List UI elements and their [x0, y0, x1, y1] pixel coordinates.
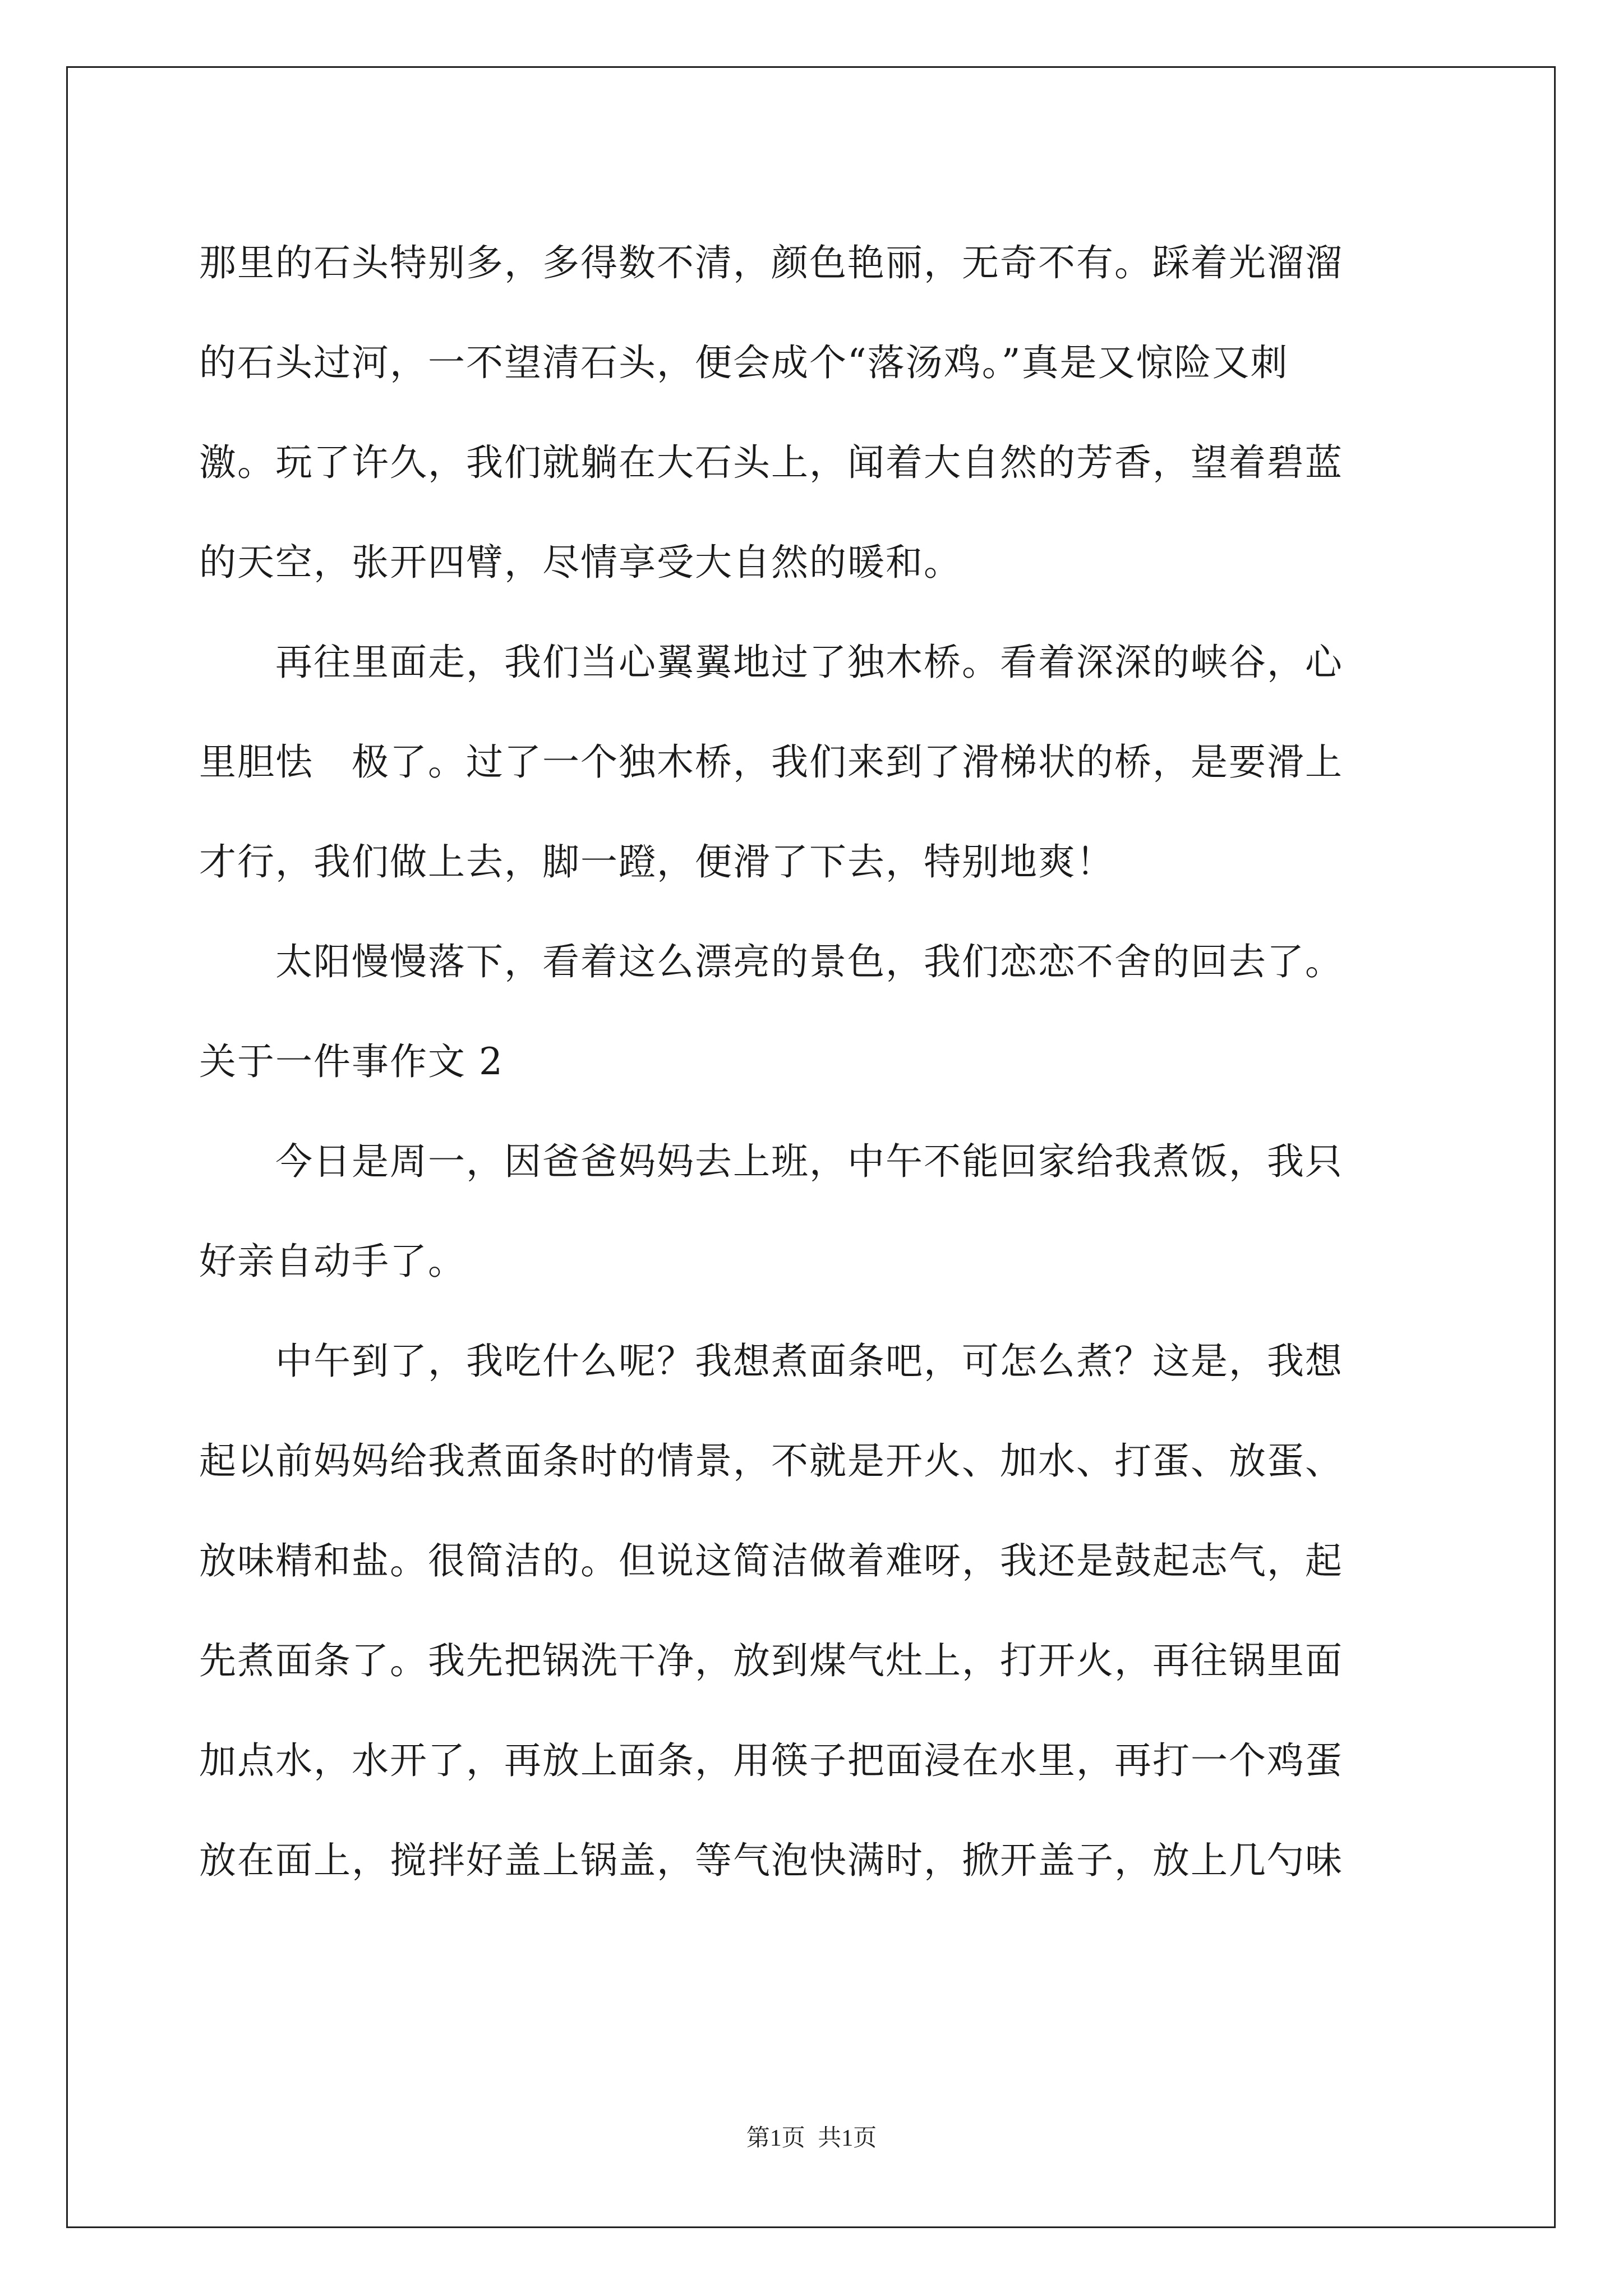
text-line: 放在面上，搅拌好盖上锅盖，等气泡快满时，掀开盖子，放上几勺味 — [199, 1839, 1343, 1882]
page-total: 共1页 — [818, 2125, 877, 2151]
text-line: 那里的石头特别多，多得数不清，颜色艳丽，无奇不有。踩着光溜溜 — [199, 241, 1343, 284]
document-body — [199, 213, 1427, 1911]
text-line: 好亲自动手了。 — [199, 1240, 466, 1283]
text-line: 加点水，水开了，再放上面条，用筷子把面浸在水里，再打一个鸡蛋 — [199, 1739, 1343, 1782]
text-line: 的天空，张开四臂，尽情享受大自然的暖和。 — [199, 541, 962, 584]
text-line: 再往里面走，我们当心翼翼地过了独木桥。看着深深的峡谷，心 — [199, 641, 1343, 684]
page-number: 第1页 — [746, 2125, 805, 2151]
page-footer — [0, 2119, 1623, 2153]
text-line: 太阳慢慢落下，看着这么漂亮的景色，我们恋恋不舍的回去了。 — [199, 940, 1343, 983]
text-line: 才行，我们做上去，脚一蹬，便滑了下去，特别地爽！ — [199, 840, 1114, 884]
text-line: 的石头过河，一不望清石头，便会成个“落汤鸡。”真是又惊险又刺 — [199, 341, 1289, 384]
text-line: 先煮面条了。我先把锅洗干净，放到煤气灶上，打开火，再往锅里面 — [199, 1639, 1343, 1682]
text-line: 激。玩了许久，我们就躺在大石头上，闻着大自然的芳香，望着碧蓝 — [199, 441, 1343, 484]
text-line: 今日是周一，因爸爸妈妈去上班，中午不能回家给我煮饭，我只 — [199, 1140, 1343, 1183]
text-line: 放味精和盐。很简洁的。但说这简洁做着难呀，我还是鼓起志气，起 — [199, 1539, 1343, 1582]
text-line: 起以前妈妈给我煮面条时的情景，不就是开火、加水、打蛋、放蛋、 — [199, 1439, 1343, 1483]
text-line: 里胆怯 极了。过了一个独木桥，我们来到了滑梯状的桥，是要滑上 — [199, 740, 1343, 784]
text-line: 中午到了，我吃什么呢？我想煮面条吧，可怎么煮？这是，我想 — [199, 1340, 1343, 1383]
section-heading: 关于一件事作文 2 — [199, 1040, 504, 1083]
